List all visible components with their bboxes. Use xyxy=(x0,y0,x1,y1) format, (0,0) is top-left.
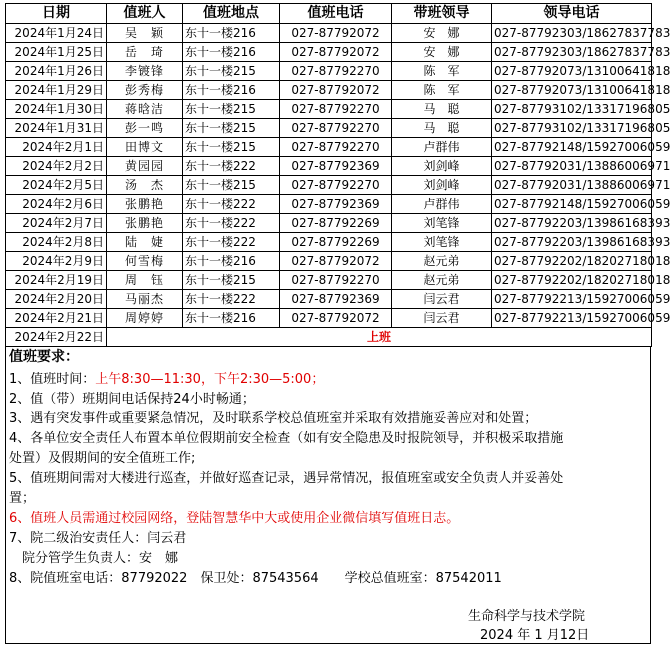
cell-leader: 安 娜 xyxy=(392,24,492,43)
work-resume-note: 上班 xyxy=(107,328,652,347)
cell-duty-phone: 027-87792270 xyxy=(280,62,392,81)
cell-leader: 卢群伟 xyxy=(392,195,492,214)
cell-duty-person: 何雪梅 xyxy=(107,252,183,271)
cell-leader: 陈 军 xyxy=(392,62,492,81)
table-row xyxy=(6,252,652,271)
table-row xyxy=(6,100,652,119)
cell-date: 2024年2月7日 xyxy=(6,214,107,233)
cell-date: 2024年2月21日 xyxy=(6,309,107,328)
cell-leader: 安 娜 xyxy=(392,43,492,62)
requirement-3: 3、遇有突发事件或重要紧急情况，及时联系学校总值班室并采取有效措施妥善应对和处置； xyxy=(9,411,538,426)
requirement-6: 6、值班人员需通过校园网络，登陆智慧华中大或使用企业微信填写值班日志。 xyxy=(9,511,460,526)
table-row xyxy=(6,81,652,100)
table-row xyxy=(6,43,652,62)
cell-leader-phone: 027-87793102/13317196805 xyxy=(492,100,652,119)
cell-date: 2024年2月1日 xyxy=(6,138,107,157)
cell-duty-phone: 027-87792270 xyxy=(280,176,392,195)
cell-duty-place: 东十一楼222 xyxy=(183,157,280,176)
cell-date: 2024年1月31日 xyxy=(6,119,107,138)
cell-duty-place: 东十一楼215 xyxy=(183,138,280,157)
cell-duty-place: 东十一楼222 xyxy=(183,233,280,252)
cell-leader-phone: 027-87793102/13317196805 xyxy=(492,119,652,138)
header-date: 日期 xyxy=(6,4,107,24)
cell-leader: 刘笔锋 xyxy=(392,214,492,233)
cell-duty-person: 吴 颖 xyxy=(107,24,183,43)
cell-duty-place: 东十一楼216 xyxy=(183,81,280,100)
cell-duty-place: 东十一楼215 xyxy=(183,119,280,138)
table-row xyxy=(6,176,652,195)
cell-leader: 闫云君 xyxy=(392,309,492,328)
cell-leader: 刘笔锋 xyxy=(392,233,492,252)
cell-duty-phone: 027-87792072 xyxy=(280,252,392,271)
cell-date: 2024年2月22日 xyxy=(6,328,107,347)
cell-duty-person: 田博文 xyxy=(107,138,183,157)
table-row xyxy=(6,157,652,176)
cell-leader: 刘剑峰 xyxy=(392,176,492,195)
duty-schedule-sheet xyxy=(5,3,670,644)
cell-duty-place: 东十一楼215 xyxy=(183,176,280,195)
cell-leader-phone: 027-87792213/15927006059 xyxy=(492,309,652,328)
cell-leader-phone: 027-87792148/15927006059 xyxy=(492,138,652,157)
cell-leader-phone: 027-87792073/13100641818 xyxy=(492,62,652,81)
cell-date: 2024年2月9日 xyxy=(6,252,107,271)
requirement-5-line2: 置； xyxy=(9,491,36,506)
cell-duty-phone: 027-87792369 xyxy=(280,157,392,176)
cell-date: 2024年2月6日 xyxy=(6,195,107,214)
requirement-1 xyxy=(9,371,324,389)
cell-duty-phone: 027-87792269 xyxy=(280,214,392,233)
cell-duty-place: 东十一楼222 xyxy=(183,290,280,309)
table-row xyxy=(6,290,652,309)
cell-duty-person: 李镀锋 xyxy=(107,62,183,81)
cell-duty-phone: 027-87792072 xyxy=(280,43,392,62)
cell-leader-phone: 027-87792031/13886006971 xyxy=(492,157,652,176)
cell-duty-place: 东十一楼216 xyxy=(183,309,280,328)
cell-duty-phone: 027-87792270 xyxy=(280,138,392,157)
table-row xyxy=(6,119,652,138)
cell-leader: 马 聪 xyxy=(392,119,492,138)
requirement-4-line2: 处置）及假期间的安全值班工作; xyxy=(9,451,196,466)
table-row xyxy=(6,309,652,328)
header-leader-phone: 领导电话 xyxy=(492,4,652,24)
cell-date: 2024年1月29日 xyxy=(6,81,107,100)
requirement-5-line1: 5、值班期间需对大楼进行巡查，并做好巡查记录，遇异常情况，报值班室或安全负责人并妥善处 xyxy=(9,471,564,486)
cell-leader-phone: 027-87792303/18627837783 xyxy=(492,43,652,62)
duty-requirements xyxy=(5,347,651,644)
cell-duty-phone: 027-87792369 xyxy=(280,195,392,214)
cell-duty-person: 黄园园 xyxy=(107,157,183,176)
cell-leader-phone: 027-87792031/13886006971 xyxy=(492,176,652,195)
duty-table xyxy=(5,3,670,347)
cell-date: 2024年2月20日 xyxy=(6,290,107,309)
signature-date: 2024 年 1 月12日 xyxy=(480,628,590,643)
table-header-row xyxy=(6,4,652,24)
cell-leader: 赵元弟 xyxy=(392,271,492,290)
cell-duty-place: 东十一楼216 xyxy=(183,24,280,43)
cell-duty-person: 陆 婕 xyxy=(107,233,183,252)
cell-duty-phone: 027-87792270 xyxy=(280,119,392,138)
cell-leader: 刘剑峰 xyxy=(392,157,492,176)
cell-duty-person: 张鹏艳 xyxy=(107,195,183,214)
table-row xyxy=(6,214,652,233)
cell-duty-phone: 027-87792072 xyxy=(280,309,392,328)
cell-duty-place: 东十一楼215 xyxy=(183,271,280,290)
cell-date: 2024年1月30日 xyxy=(6,100,107,119)
cell-duty-phone: 027-87792270 xyxy=(280,100,392,119)
table-body xyxy=(6,24,670,328)
cell-date: 2024年2月8日 xyxy=(6,233,107,252)
cell-date: 2024年1月25日 xyxy=(6,43,107,62)
requirement-2: 2、值（带）班期间电话保持24小时畅通； xyxy=(9,392,255,407)
table-row xyxy=(6,233,652,252)
cell-leader: 卢群伟 xyxy=(392,138,492,157)
table-row xyxy=(6,24,652,43)
cell-duty-place: 东十一楼215 xyxy=(183,62,280,81)
table-row-last xyxy=(6,328,652,347)
table-row xyxy=(6,271,652,290)
cell-leader: 马 聪 xyxy=(392,100,492,119)
cell-duty-phone: 027-87792072 xyxy=(280,81,392,100)
cell-duty-phone: 027-87792072 xyxy=(280,24,392,43)
cell-date: 2024年1月24日 xyxy=(6,24,107,43)
cell-leader-phone: 027-87792203/13986168393 xyxy=(492,214,652,233)
table-row xyxy=(6,138,652,157)
cell-duty-person: 蒋晗洁 xyxy=(107,100,183,119)
cell-leader-phone: 027-87792148/15927006059 xyxy=(492,195,652,214)
cell-date: 2024年2月2日 xyxy=(6,157,107,176)
cell-duty-phone: 027-87792369 xyxy=(280,290,392,309)
cell-duty-place: 东十一楼222 xyxy=(183,214,280,233)
cell-duty-place: 东十一楼216 xyxy=(183,252,280,271)
cell-leader-phone: 027-87792202/18202718018 xyxy=(492,252,652,271)
requirements-title: 值班要求： xyxy=(9,349,79,365)
cell-duty-person: 周婷婷 xyxy=(107,309,183,328)
cell-duty-person: 张鹏艳 xyxy=(107,214,183,233)
cell-duty-place: 东十一楼215 xyxy=(183,100,280,119)
cell-duty-person: 岳 琦 xyxy=(107,43,183,62)
requirement-4-line1: 4、各单位安全责任人布置本单位假期前安全检查（如有安全隐患及时报院领导，并积极采取措施 xyxy=(9,431,564,446)
cell-leader-phone: 027-87792303/18627837783 xyxy=(492,24,652,43)
cell-duty-person: 彭秀梅 xyxy=(107,81,183,100)
requirement-1-label: 1、值班时间： xyxy=(9,372,96,387)
cell-duty-person: 彭一鸣 xyxy=(107,119,183,138)
cell-date: 2024年2月19日 xyxy=(6,271,107,290)
cell-date: 2024年2月5日 xyxy=(6,176,107,195)
cell-duty-place: 东十一楼222 xyxy=(183,195,280,214)
cell-duty-phone: 027-87792270 xyxy=(280,271,392,290)
cell-duty-person: 马丽杰 xyxy=(107,290,183,309)
signature-org: 生命科学与技术学院 xyxy=(468,609,586,624)
cell-duty-person: 汤 杰 xyxy=(107,176,183,195)
header-duty-person: 值班人 xyxy=(107,4,183,24)
cell-leader-phone: 027-87792203/13986168393 xyxy=(492,233,652,252)
table-row xyxy=(6,62,652,81)
requirement-7-line2: 院分管学生负责人：安 娜 xyxy=(9,551,179,566)
cell-leader-phone: 027-87792073/13100641818 xyxy=(492,81,652,100)
cell-leader: 赵元弟 xyxy=(392,252,492,271)
cell-leader-phone: 027-87792213/15927006059 xyxy=(492,290,652,309)
cell-leader: 闫云君 xyxy=(392,290,492,309)
cell-duty-place: 东十一楼216 xyxy=(183,43,280,62)
header-leader: 带班领导 xyxy=(392,4,492,24)
requirement-7-line1: 7、院二级治安责任人：闫云君 xyxy=(9,531,187,546)
cell-date: 2024年1月26日 xyxy=(6,62,107,81)
cell-duty-phone: 027-87792269 xyxy=(280,233,392,252)
cell-leader-phone: 027-87792202/18202718018 xyxy=(492,271,652,290)
header-duty-phone: 值班电话 xyxy=(280,4,392,24)
header-duty-place: 值班地点 xyxy=(183,4,280,24)
cell-leader: 陈 军 xyxy=(392,81,492,100)
requirement-1-time: 上午8:30—11:30，下午2:30—5:00； xyxy=(95,372,325,387)
table-row xyxy=(6,195,652,214)
cell-duty-person: 周 钰 xyxy=(107,271,183,290)
requirement-8: 8、院值班室电话：87792022 保卫处：87543564 学校总值班室：87542011 xyxy=(9,571,502,586)
